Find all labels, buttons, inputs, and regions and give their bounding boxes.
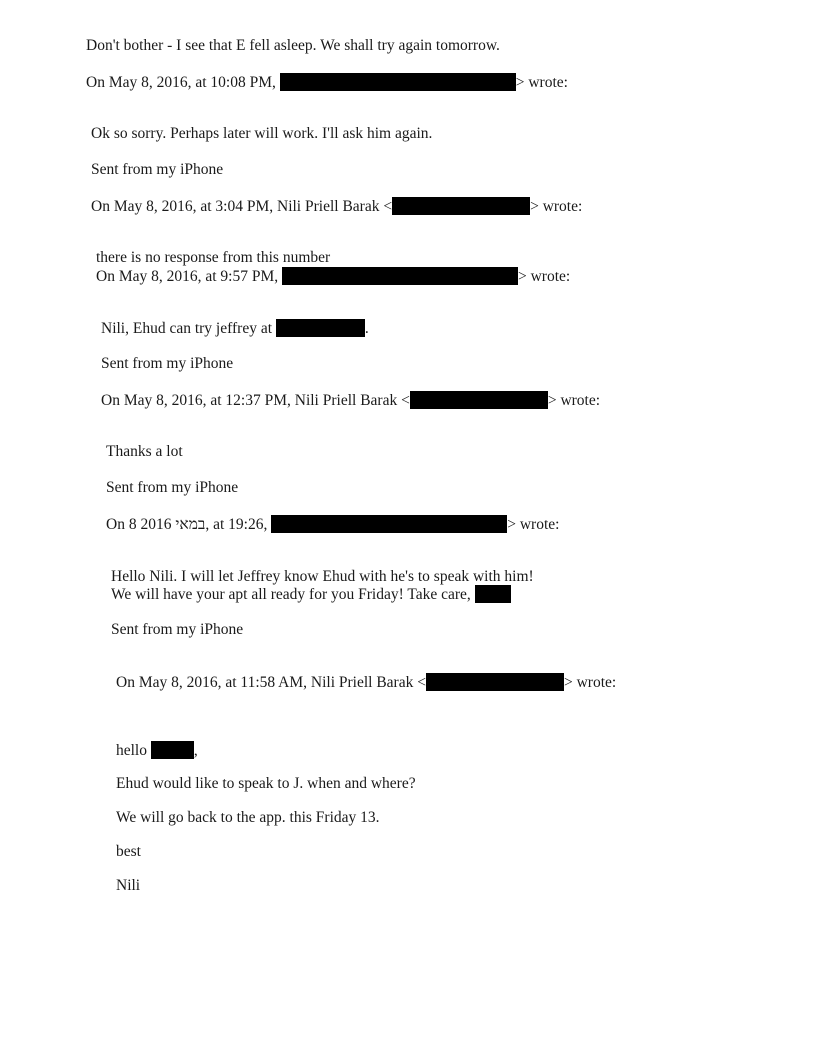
redacted-email: [282, 267, 518, 285]
signature: [106, 479, 238, 497]
header-prefix: On May 8, 2016, at 3:04 PM, Nili Priell Barak <: [91, 198, 393, 215]
header-suffix: > wrote:: [507, 516, 560, 533]
header-suffix: > wrote:: [515, 74, 568, 91]
header-suffix: > wrote:: [563, 674, 617, 691]
header-prefix: On May 8, 2016, at 12:37 PM, Nili Priell Barak <: [101, 392, 410, 409]
redacted-email: [392, 197, 530, 215]
header-suffix: > wrote:: [530, 198, 583, 215]
redacted-phone: [276, 319, 365, 337]
signature-text: Sent from my iPhone: [111, 621, 244, 638]
message-greeting: [116, 741, 198, 759]
redacted-name: [475, 585, 511, 603]
message-body: [91, 125, 432, 143]
message-body: [86, 37, 500, 55]
signature-text: Sent from my iPhone: [101, 355, 234, 372]
quote-header: [86, 73, 568, 91]
redacted-email: [280, 73, 516, 91]
message-body: [116, 809, 380, 827]
header-suffix: > wrote:: [518, 268, 571, 285]
header-prefix: On May 8, 2016, at 10:08 PM,: [86, 74, 280, 91]
message-body: [116, 775, 416, 793]
signature: [101, 355, 233, 373]
signature-text: Sent from my iPhone: [91, 161, 224, 178]
body-text: Don't bother - I see that E fell asleep. We shall try again tomorrow.: [86, 37, 500, 54]
header-prefix: On 8 2016: [106, 516, 176, 533]
closing-text: best: [116, 843, 141, 860]
quote-header: [96, 267, 570, 285]
body-text-prefix: We will have your apt all ready for you Friday! Take care,: [111, 586, 475, 603]
body-text-prefix: Nili, Ehud can try jeffrey at: [101, 320, 276, 337]
message-body: [111, 568, 534, 586]
body-text-suffix: .: [364, 320, 369, 337]
greeting-suffix: ,: [193, 742, 198, 759]
message-closing: [116, 843, 141, 861]
header-suffix: > wrote:: [547, 392, 601, 409]
signoff-name: Nili: [116, 877, 141, 894]
signature: [91, 161, 223, 179]
message-body: [106, 443, 183, 461]
header-prefix: On May 8, 2016, at 11:58 AM, Nili Priell Barak <: [116, 674, 426, 691]
message-body: [111, 585, 511, 603]
redacted-name: [151, 741, 194, 759]
header-hebrew-month: במאי: [175, 516, 206, 533]
message-body: [96, 249, 330, 267]
body-text: Thanks a lot: [106, 443, 183, 460]
redacted-email: [410, 391, 548, 409]
body-text: Ok so sorry. Perhaps later will work. I'll ask him again.: [91, 125, 433, 142]
greeting-prefix: hello: [116, 742, 151, 759]
redacted-email: [426, 673, 564, 691]
message-body: [101, 319, 369, 337]
header-mid: , at 19:26,: [205, 516, 272, 533]
quote-header: [101, 391, 600, 409]
signature: [111, 621, 243, 639]
body-text: Ehud would like to speak to J. when and where?: [116, 775, 416, 792]
body-text: there is no response from this number: [96, 249, 331, 266]
quote-header: [116, 673, 616, 691]
body-text: Hello Nili. I will let Jeffrey know Ehud with he's to speak with him!: [111, 568, 534, 585]
redacted-email: [271, 515, 507, 533]
message-signoff: [116, 877, 140, 895]
quote-header: [106, 515, 559, 533]
body-text: We will go back to the app. this Friday 13.: [116, 809, 380, 826]
signature-text: Sent from my iPhone: [106, 479, 239, 496]
header-prefix: On May 8, 2016, at 9:57 PM,: [96, 268, 282, 285]
quote-header: [91, 197, 582, 215]
